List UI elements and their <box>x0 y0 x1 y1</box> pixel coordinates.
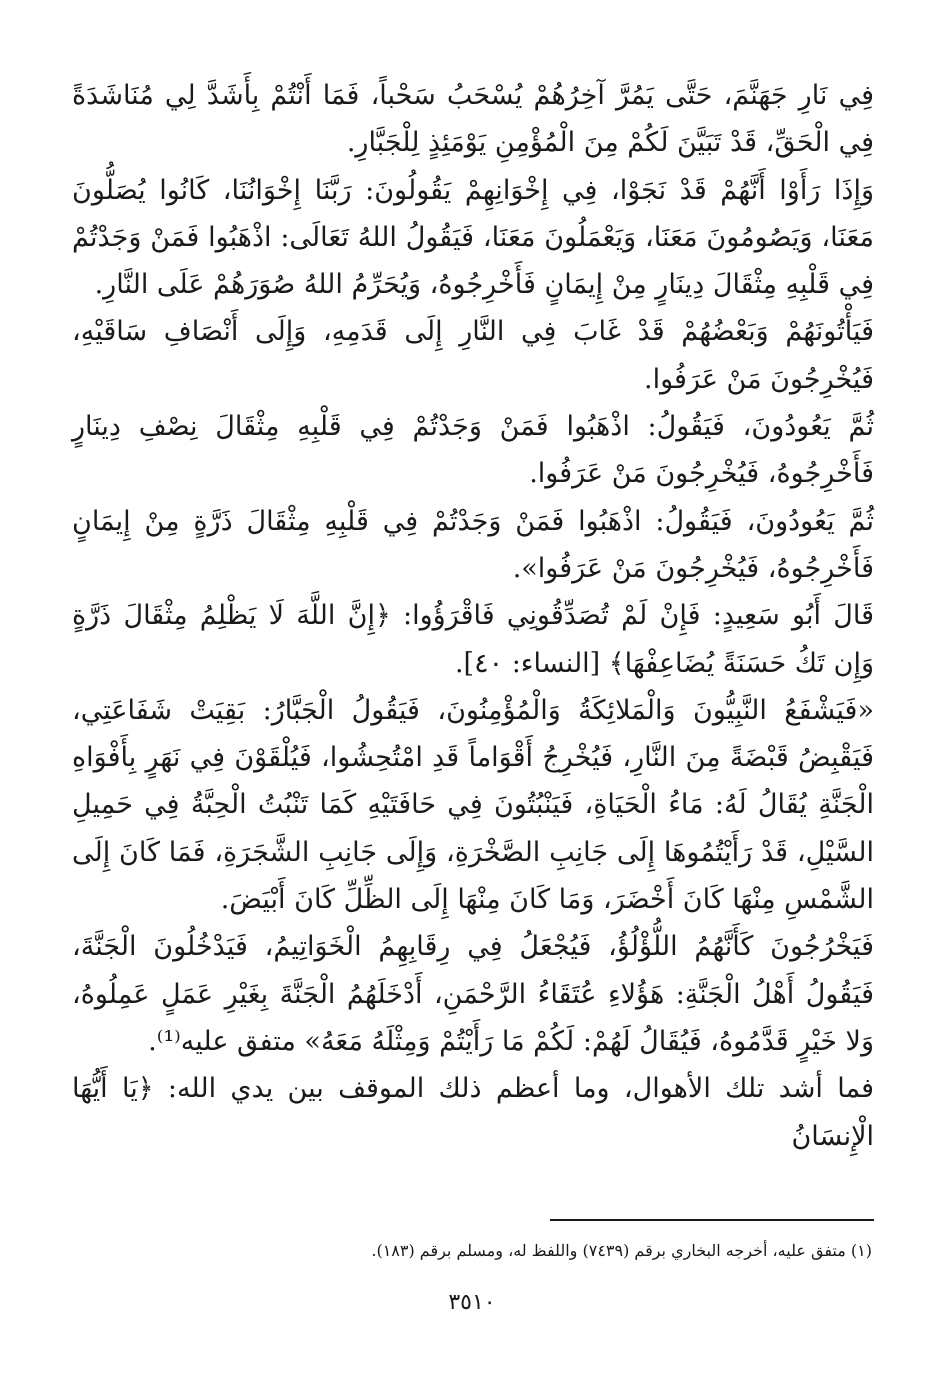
paragraph-6: قَالَ أَبُو سَعِيدٍ: فَإِنْ لَمْ تُصَدِّقُونِي فَاقْرَؤُوا: ﴿إِنَّ اللَّهَ لَا يَظْلِمُ مِثْقَالَ ذَرَّةٍ وَإِن تَكُ حَسَنَةً يُضَاعِفْهَا﴾ [النساء: ٤٠]. <box>72 600 874 679</box>
paragraph-8: فَيَخْرُجُونَ كَأَنَّهُمُ اللُّؤْلُؤُ، فَيُجْعَلُ فِي رِقَابِهِمُ الْخَوَاتِيمُ، فَيَدْخُلُونَ الْجَنَّةَ، فَيَقُولُ أَهْلُ الْجَنَّةِ: هَؤُلاءِ عُتَقَاءُ الرَّحْمَنِ، أَدْخَلَهُمُ الْجَنَّةَ بِغَيْرِ عَمَلٍ عَمِلُوهُ، وَلا خَيْرٍ قَدَّمُوهُ، فَيُقَالُ لَهُمْ: لَكُمْ مَا رَأَيْتُمْ وَمِثْلَهُ مَعَهُ» متفق عليه⁽¹⁾. <box>72 931 874 1057</box>
paragraph-4: ثُمَّ يَعُودُونَ، فَيَقُولُ: اذْهَبُوا فَمَنْ وَجَدْتُمْ فِي قَلْبِهِ مِثْقَالَ نِصْفِ دِينَارٍ فَأَخْرِجُوهُ، فَيُخْرِجُونَ مَنْ عَرَفُوا. <box>72 411 874 490</box>
footnote: (١) متفق عليه، أخرجه البخاري برقم (٧٤٣٩) واللفظ له، ومسلم برقم (١٨٣). <box>371 1241 872 1260</box>
paragraph-2: وَإِذَا رَأَوْا أَنَّهُمْ قَدْ نَجَوْا، فِي إِخْوَانِهِمْ يَقُولُونَ: رَبَّنَا إِخْوَانُنَا، كَانُوا يُصَلُّونَ مَعَنَا، وَيَصُومُونَ مَعَنَا، وَيَعْمَلُونَ مَعَنَا، فَيَقُولُ اللهُ تَعَالَى: اذْهَبُوا فَمَنْ وَجَدْتُمْ فِي قَلْبِهِ مِثْقَالَ دِينَارٍ مِنْ إِيمَانٍ فَأَخْرِجُوهُ، وَيُحَرِّمُ اللهُ صُوَرَهُمْ عَلَى النَّارِ. <box>72 174 874 301</box>
main-text <box>72 72 874 1160</box>
page-number: ٣٥١٠ <box>448 1290 496 1315</box>
paragraph-7: «فَيَشْفَعُ النَّبِيُّونَ وَالْمَلائِكَةُ وَالْمُؤْمِنُونَ، فَيَقُولُ الْجَبَّارُ: بَقِيَتْ شَفَاعَتِي، فَيَقْبِضُ قَبْضَةً مِنَ النَّارِ، فَيُخْرِجُ أَقْوَاماً قَدِ امْتُحِشُوا، فَيُلْقَوْنَ فِي نَهَرٍ بِأَفْوَاهِ الْجَنَّةِ يُقَالُ لَهُ: مَاءُ الْحَيَاةِ، فَيَنْبُتُونَ فِي حَافَتَيْهِ كَمَا تَنْبُتُ الْحِبَّةُ فِي حَمِيلِ السَّيْلِ، قَدْ رَأَيْتُمُوهَا إِلَى جَانِبِ الصَّخْرَةِ، وَإِلَى جَانِبِ الشَّجَرَةِ، فَمَا كَانَ إِلَى الشَّمْسِ مِنْهَا كَانَ أَخْضَرَ، وَمَا كَانَ مِنْهَا إِلَى الظِّلِّ كَانَ أَبْيَضَ. <box>72 694 874 916</box>
footnote-divider <box>550 1219 874 1221</box>
paragraph-3: فَيَأْتُونَهُمْ وَبَعْضُهُمْ قَدْ غَابَ فِي النَّارِ إِلَى قَدَمِهِ، وَإِلَى أَنْصَافِ سَاقَيْهِ، فَيُخْرِجُونَ مَنْ عَرَفُوا. <box>72 316 874 395</box>
paragraph-9: فما أشد تلك الأهوال، وما أعظم ذلك الموقف بين يدي الله: ﴿يَا أَيُّهَا الْإِنسَانُ <box>72 1073 874 1152</box>
paragraph-1: فِي نَارِ جَهَنَّمَ، حَتَّى يَمُرَّ آخِرُهُمْ يُسْحَبُ سَحْباً، فَمَا أَنْتُمْ بِأَشَدَّ لِي مُنَاشَدَةً فِي الْحَقِّ، قَدْ تَبَيَّنَ لَكُمْ مِنَ الْمُؤْمِنِ يَوْمَئِذٍ لِلْجَبَّارِ. <box>72 80 874 159</box>
paragraph-5: ثُمَّ يَعُودُونَ، فَيَقُولُ: اذْهَبُوا فَمَنْ وَجَدْتُمْ فِي قَلْبِهِ مِثْقَالَ ذَرَّةٍ مِنْ إِيمَانٍ فَأَخْرِجُوهُ، فَيُخْرِجُونَ مَنْ عَرَفُوا». <box>72 505 874 584</box>
